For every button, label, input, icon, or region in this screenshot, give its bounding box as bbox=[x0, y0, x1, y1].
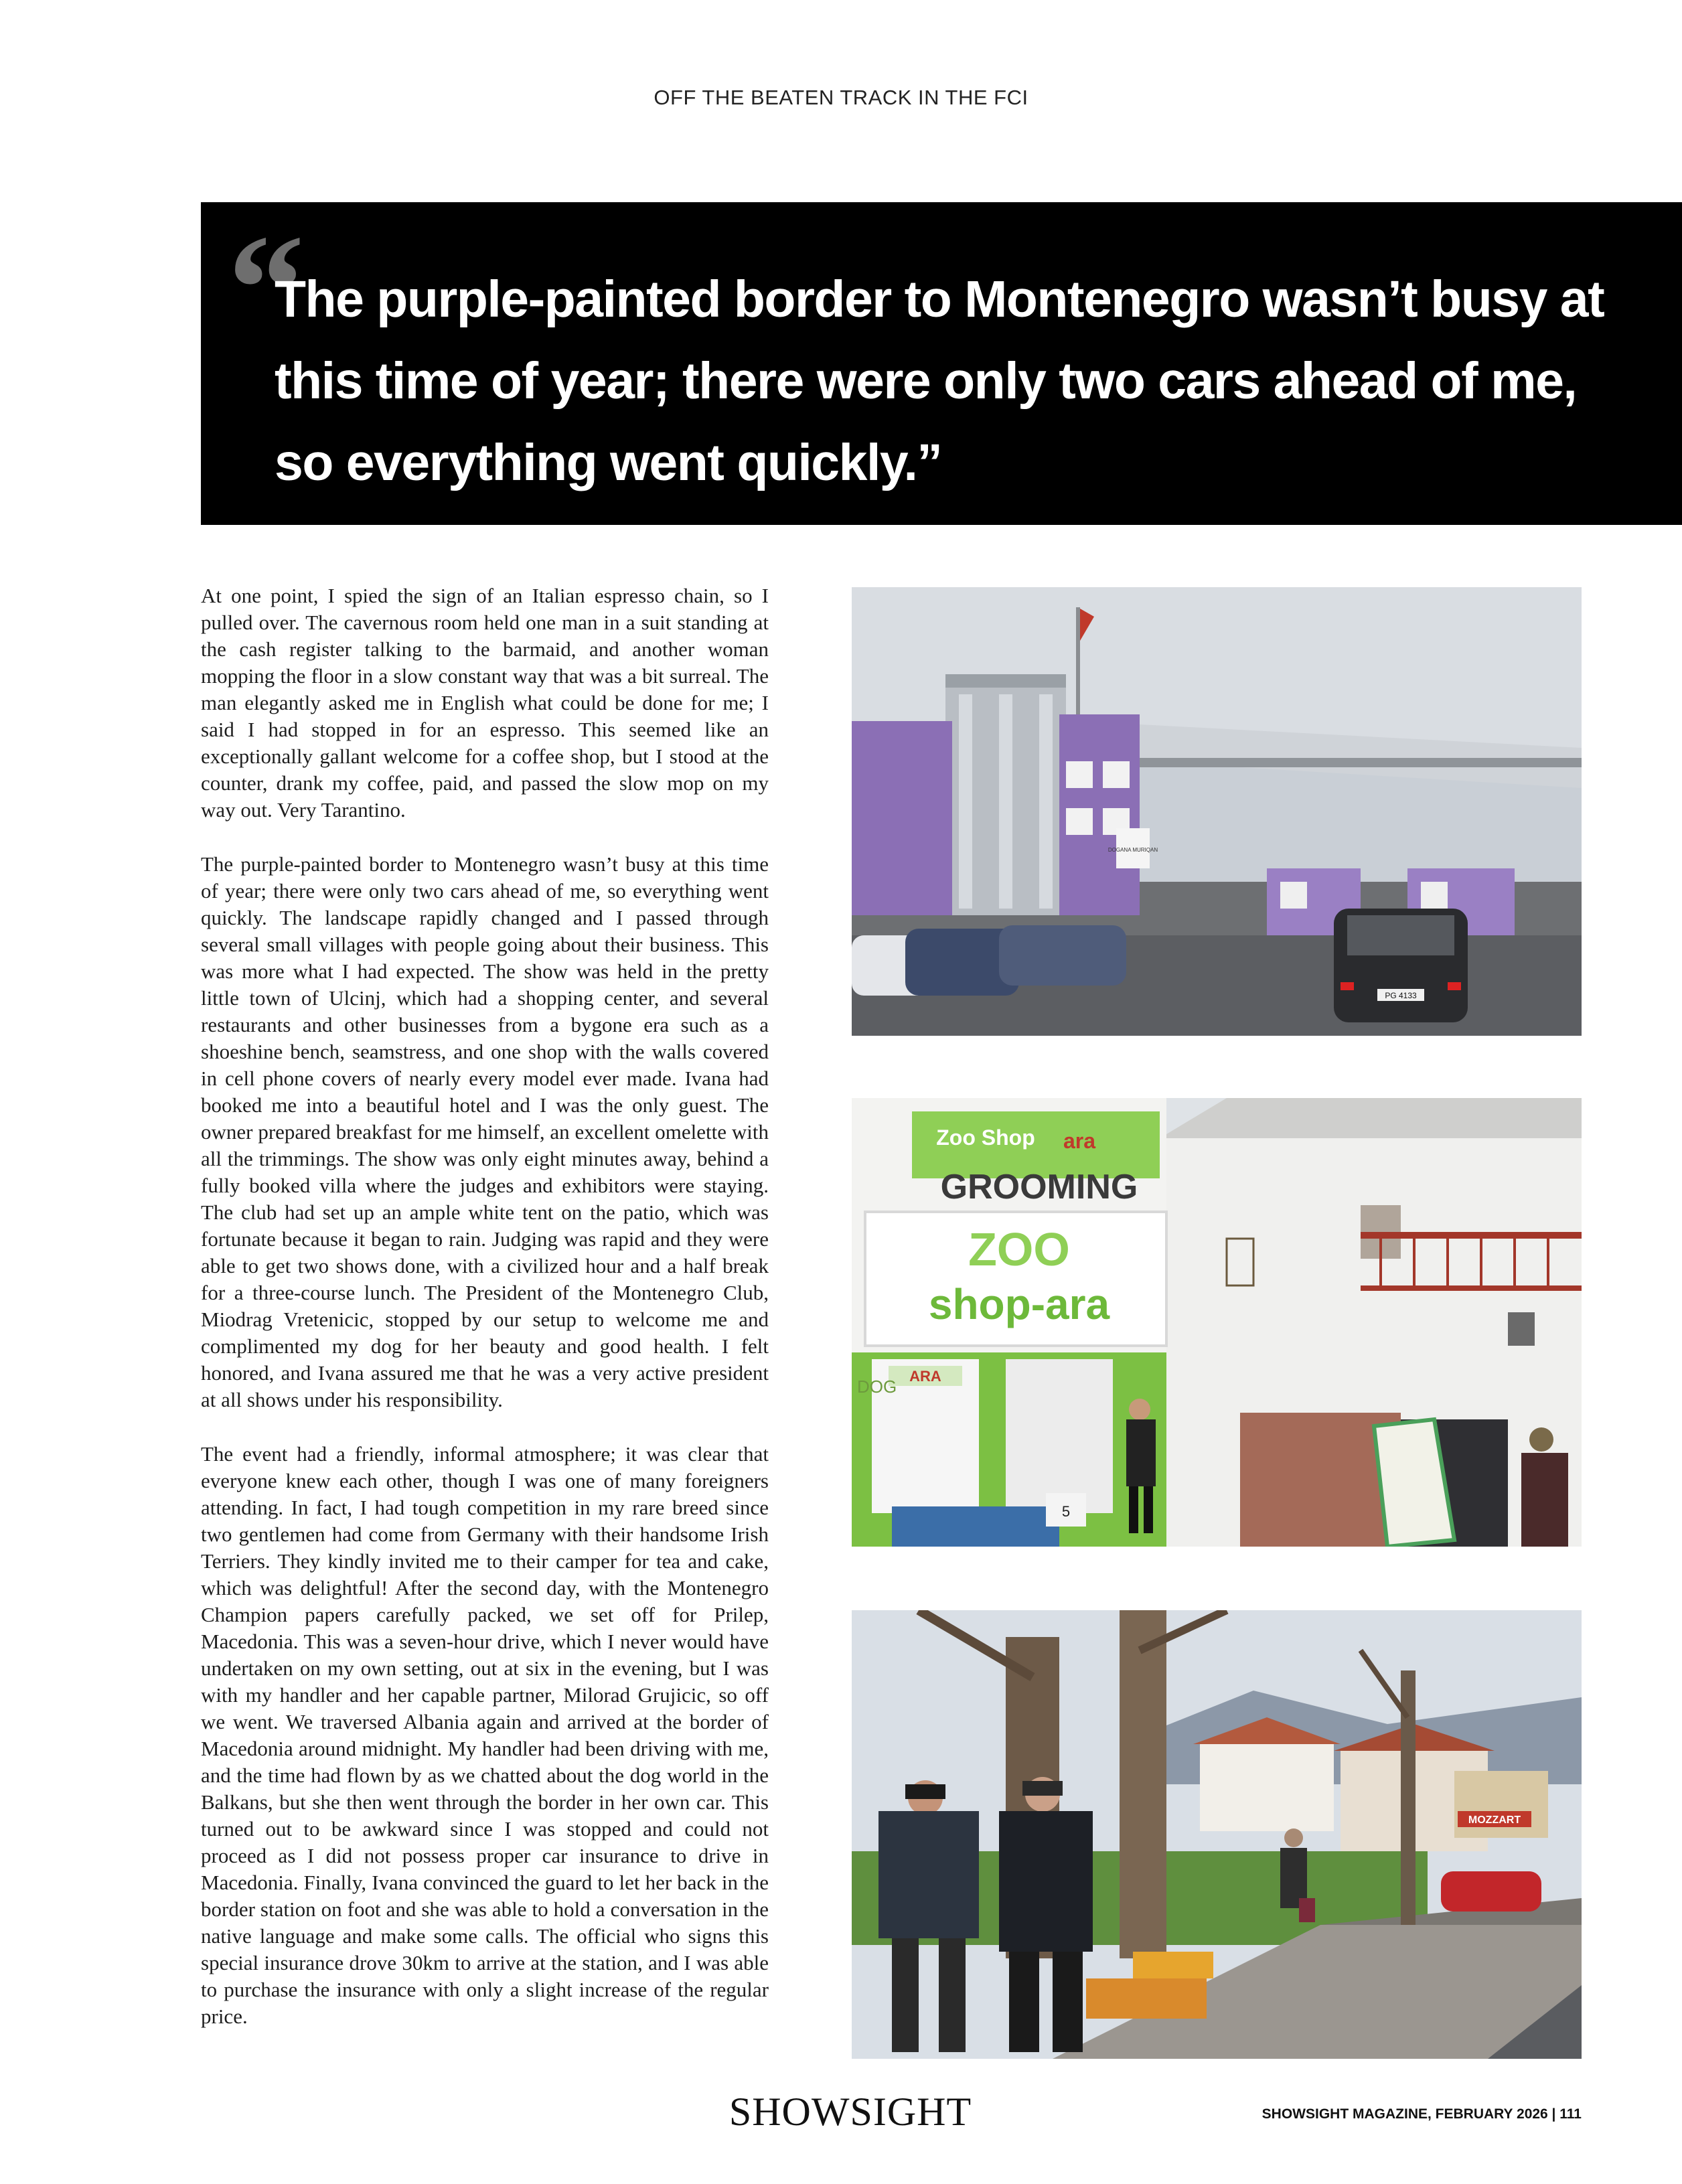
photo-street-market bbox=[852, 1610, 1582, 2059]
sign-zoo-shop-top: Zoo Shop bbox=[936, 1125, 1035, 1150]
magazine-logo: SHOWSIGHT bbox=[729, 2090, 972, 2134]
door-sign-text: ARA bbox=[909, 1368, 941, 1385]
sign-shop-ara-main: shop-ara bbox=[928, 1280, 1110, 1328]
page-folio: SHOWSIGHT MAGAZINE, FEBRUARY 2026 | 111 bbox=[1262, 2106, 1582, 2122]
pull-quote-text: The purple-painted border to Montenegro wasn’t busy at this time of year; there were only two cars ahead of me, so everything went quickly.” bbox=[275, 270, 1604, 491]
zoo-shop-illustration bbox=[852, 1098, 1582, 1547]
photo-zoo-shop bbox=[852, 1098, 1582, 1547]
side-letters: DOG bbox=[857, 1377, 897, 1397]
pull-quote bbox=[201, 202, 1682, 525]
sign-grooming: GROOMING bbox=[940, 1168, 1138, 1206]
street-market-illustration bbox=[852, 1610, 1582, 2059]
car-plate-text: PG 4133 bbox=[1385, 991, 1417, 1000]
article-paragraph: At one point, I spied the sign of an Italian espresso chain, so I pulled over. The cavernous room held one man in a suit standing at the cash register talking to the barmaid, and another woman mopping the floor in a slow constant way that was a bit surreal. The man elegantly asked me in English what could be done for me; I said I had stopped in for an espresso. This seemed like an exceptionally gallant welcome for a coffee shop, but I stood at the counter, drank my coffee, paid, and passed the slow mop on my way out. Very Tarantino. bbox=[201, 584, 769, 822]
border-sign-text: DOGANA MURIQAN bbox=[1107, 847, 1158, 853]
running-head: OFF THE BEATEN TRACK IN THE FCI bbox=[654, 86, 1028, 109]
mozzart-sign: MOZZART bbox=[1468, 1814, 1521, 1826]
photo-border-crossing bbox=[852, 587, 1582, 1036]
border-crossing-illustration bbox=[852, 587, 1582, 1036]
article-paragraph: The event had a friendly, informal atmosphere; it was clear that everyone knew each other, though I was one of many foreigners attending. In fact, I had tough competition in my rare breed since two gentlemen had come from Germany with their handsome Irish Terriers. They kindly invited me to their camper for tea and cake, which was delightful! After the second day, with the Montenegro Champion papers carefully packed, we set off for Prilep, Macedonia. This was a seven-hour drive, which I never would have undertaken on my own setting, out at six in the evening, but I was with my handler and her capable partner, Milorad Grujicic, so off we went. We traversed Albania again and arrived at the border of Macedonia around midnight. My handler had been driving with me, and the time had flown by as we chatted about the dog world in the Balkans, but she then went through the border in her own car. This turned out to be awkward since I was stopped and could not proceed as I did not possess proper car insurance to drive in Macedonia. Finally, Ivana convinced the guard to let her back in the border station on foot and she was able to hold a conversation in the native language and make some calls. The official who signs this special insurance drove 30km to arrive at the station, and I was able to purchase the insurance with only a slight increase of the regular price. bbox=[201, 1442, 769, 2028]
quote-mark: “ bbox=[228, 203, 305, 374]
sign-ara-top: ara bbox=[1063, 1129, 1096, 1153]
article-body bbox=[201, 582, 769, 2057]
price-tag: 5 bbox=[1061, 1503, 1071, 1520]
sign-zoo-main: ZOO bbox=[968, 1223, 1070, 1275]
article-paragraph: The purple-painted border to Montenegro wasn’t busy at this time of year; there were only two cars ahead of me, so everything went quickly. The landscape rapidly changed and I passed through several small villages with people going about their business. This was more what I had expected. The show was held in the pretty little town of Ulcinj, which had a shopping center, and several restaurants and other businesses from a bygone era such as a shoeshine bench, seamstress, and one shop with the walls covered in cell phone covers of nearly every model ever made. Ivana had booked me into a beautiful hotel and I was the only guest. The owner prepared breakfast for me himself, an excellent omelette with all the trimmings. The show was only eight minutes away, behind a fully booked villa where the judges and exhibitors were staying. The club had set up an ample white tent on the patio, which was fortunate because it began to rain. Judging was rapid and they were able to get two shows done, with a civilized hour and a half break for a three-course lunch. The President of the Montenegro Club, Miodrag Vretenicic, stopped by our setup to welcome me and complimented my dog for her beauty and good health. I felt honored, and Ivana assured me that he was a very active president at all shows under his responsibility. bbox=[201, 852, 769, 1411]
